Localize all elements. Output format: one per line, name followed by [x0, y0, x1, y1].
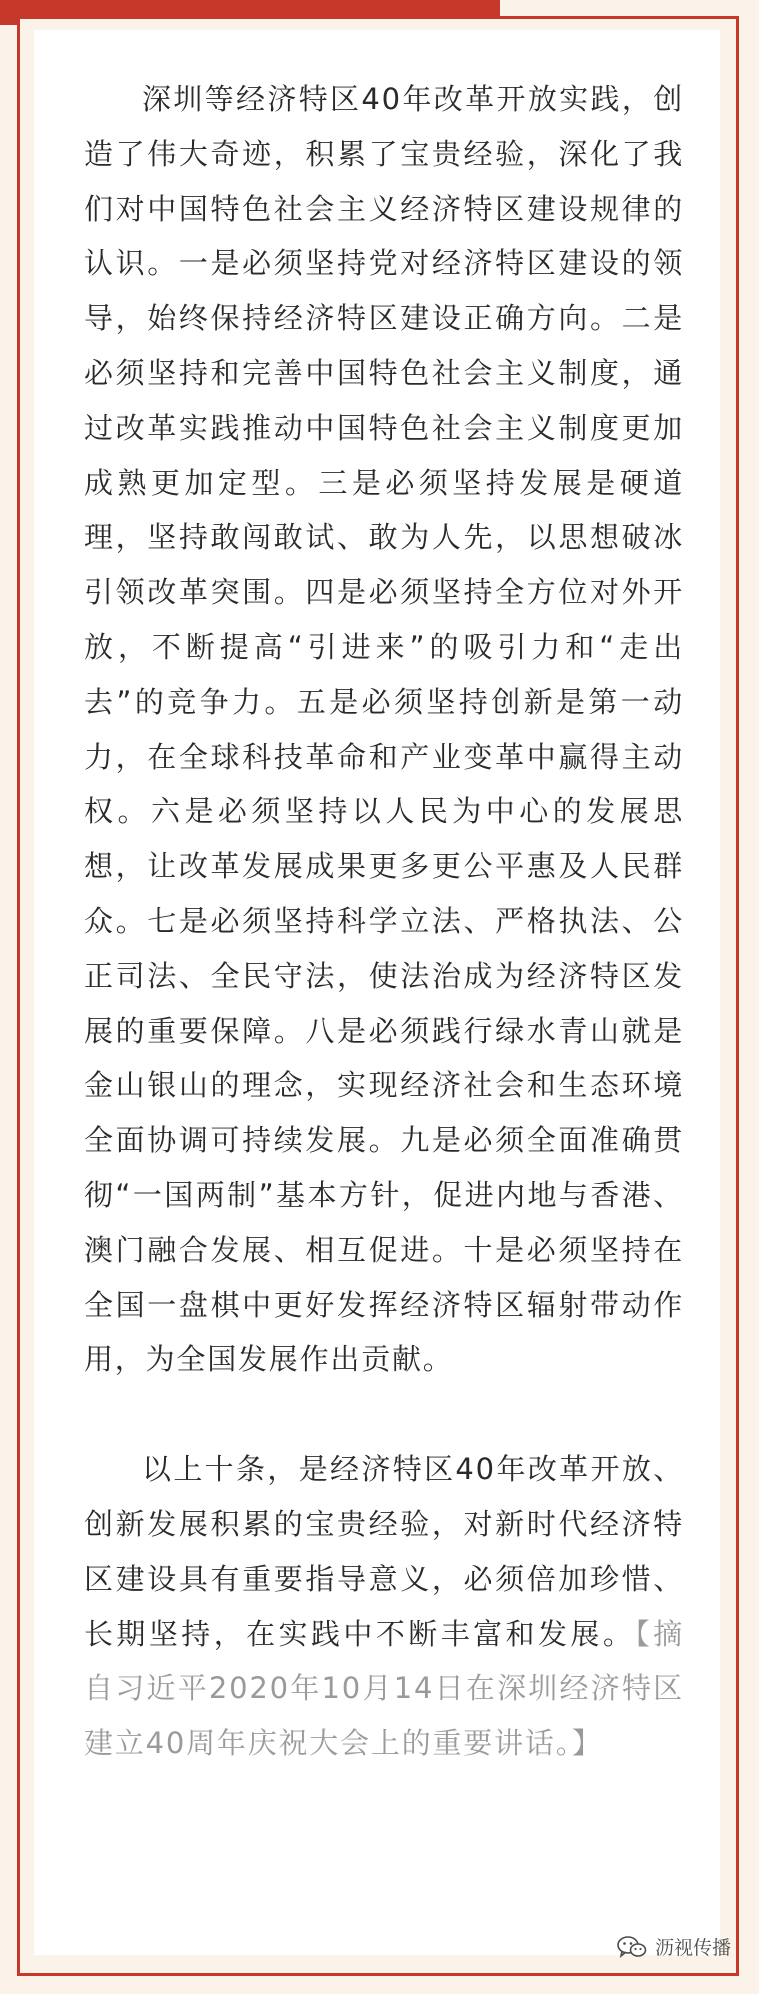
- wechat-icon: [617, 1935, 647, 1959]
- account-watermark: [617, 1933, 731, 1960]
- article-paragraph-1: [84, 72, 684, 1387]
- article-body: [84, 72, 684, 1771]
- paragraph-text: 以上十条，是经济特区40年改革开放、创新发展积累的宝贵经验，对新时代经济特区建设具有重要指导意义，必须倍加珍惜、长期坚持，在实践中不断丰富和发展。: [84, 1452, 684, 1651]
- source-citation: 【摘自习近平2020年10月14日在深圳经济特区建立40周年庆祝大会上的重要讲话。】: [84, 1616, 684, 1761]
- watermark-text: 沥视传播: [654, 1937, 731, 1959]
- paragraph-text: 深圳等经济特区40年改革开放实践，创造了伟大奇迹，积累了宝贵经验，深化了我们对中国特色社会主义经济特区建设规律的认识。一是必须坚持党对经济特区建设的领导，始终保持经济特区建设正确方向。二是必须坚持和完善中国特色社会主义制度，通过改革实践推动中国特色社会主义制度更加成熟更加定型。三是必须坚持发展是硬道理，坚持敢闯敢试、敢为人先，以思想破冰引领改革突围。四是必须坚持全方位对外开放，不断提高“引进来”的吸引力和“走出去”的竞争力。五是必须坚持创新是第一动力，在全球科技革命和产业变革中赢得主动权。六是必须坚持以人民为中心的发展思想，让改革发展成果更多更公平惠及人民群众。七是必须坚持科学立法、严格执法、公正司法、全民守法，使法治成为经济特区发展的重要保障。八是必须践行绿水青山就是金山银山的理念，实现经济社会和生态环境全面协调可持续发展。九是必须全面准确贯彻“一国两制”基本方针，促进内地与香港、澳门融合发展、相互促进。十是必须坚持在全国一盘棋中更好发挥经济特区辐射带动作用，为全国发展作出贡献。: [84, 82, 684, 1377]
- article-paragraph-2: [84, 1442, 684, 1771]
